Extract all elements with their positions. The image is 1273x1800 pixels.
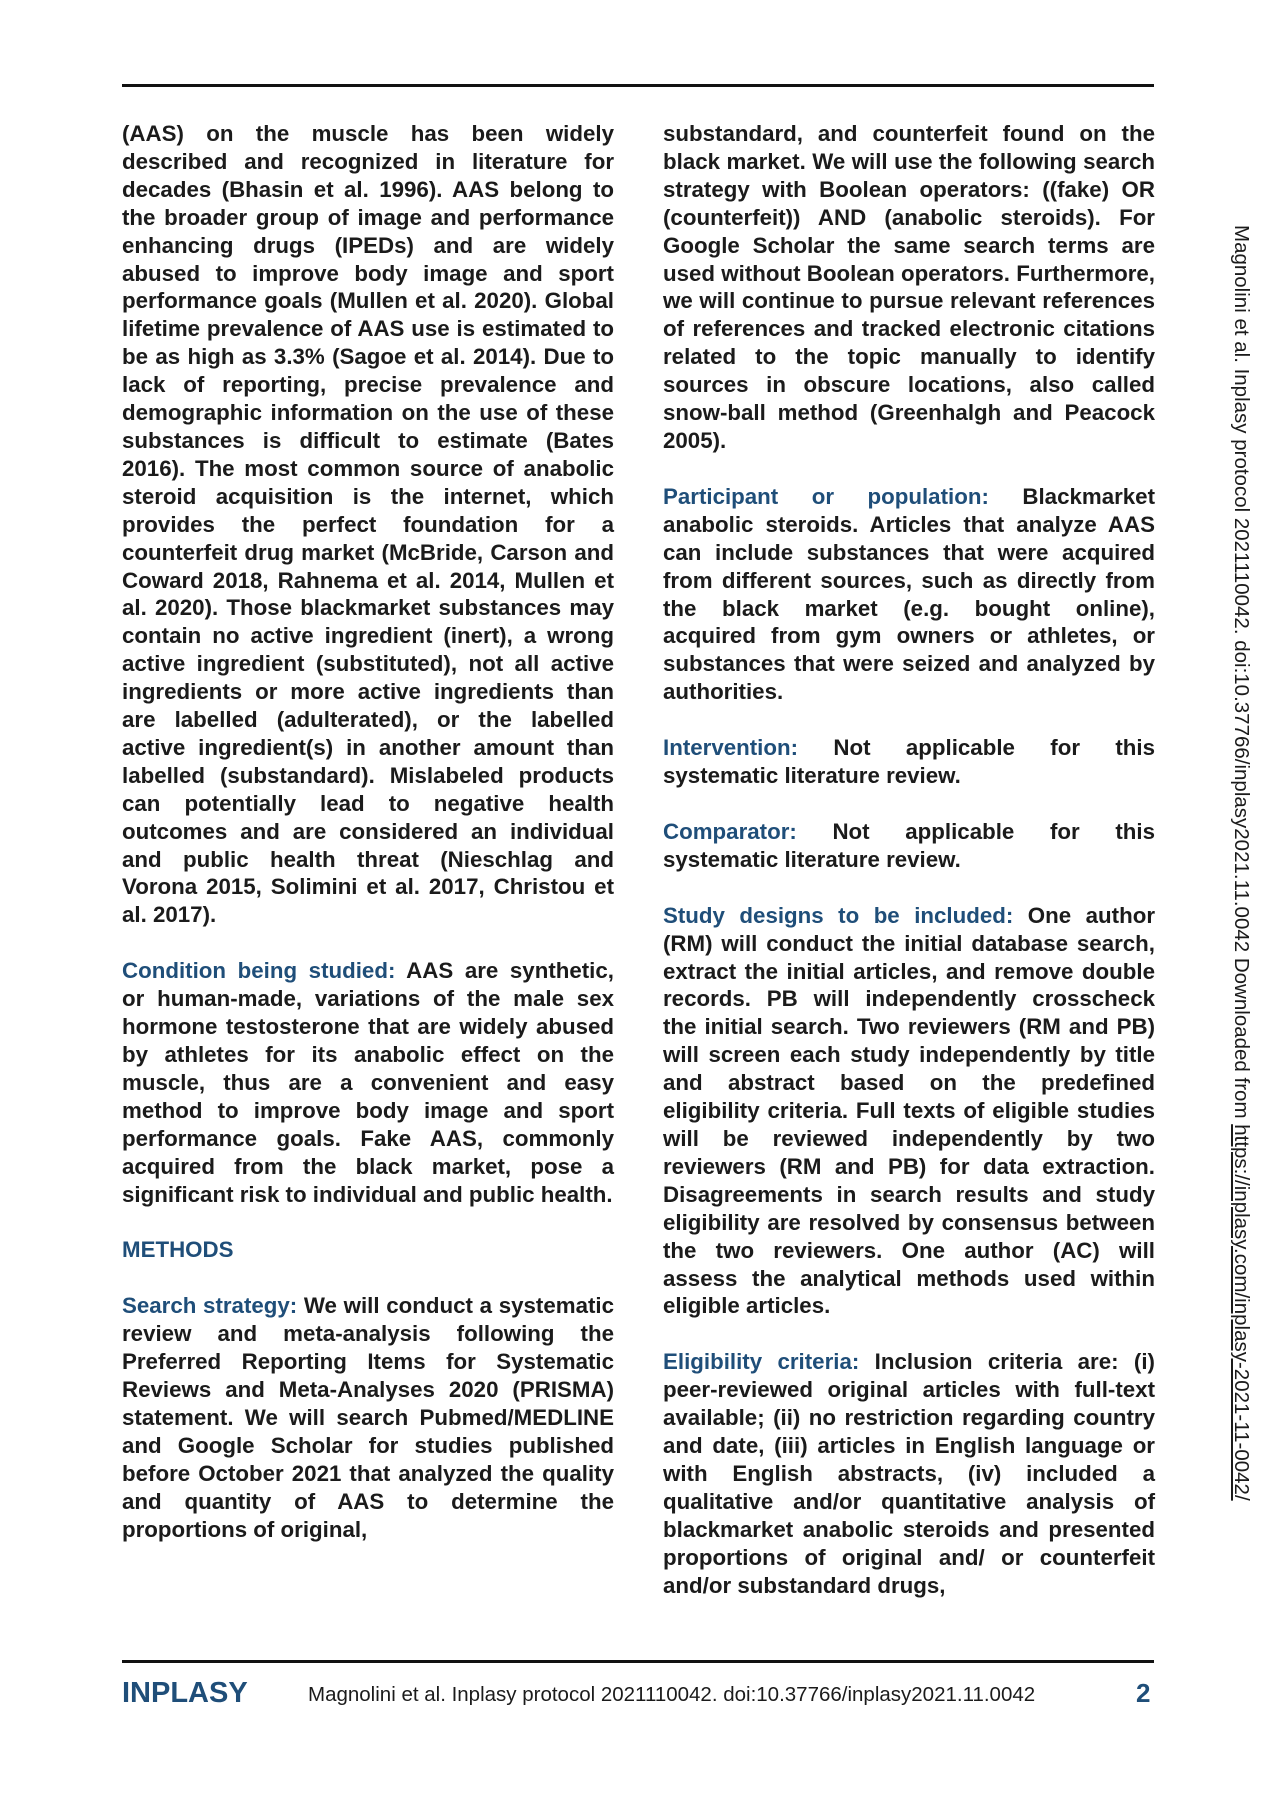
comparator-text: Not applicable for this systematic literature review. bbox=[663, 818, 1155, 872]
condition-label: Condition being studied: bbox=[122, 958, 396, 984]
designs-text: One author (RM) will conduct the initial database search, extract the initial articles, and remove double records. PB will independently crosscheck the initial search. Two reviewers (RM and PB) will screen each study independently by title and abstract based on the predefined eligibility criteria. Full texts of eligible studies will be reviewed independently by two reviewers (RM and PB) for data extraction. Disagreements in search results and study eligibility are resolved by consensus between the two reviewers. One author (AC) will assess the analytical methods used within eligible articles. bbox=[663, 902, 1155, 1319]
search-text: We will conduct a systematic review and meta-analysis following the Preferred Reporting Items for Systematic Reviews and Meta-Analyses 2020 (PRISMA) statement. We will search Pubmed/MEDLINE and Google Scholar for studies published before October 2021 that analyzed the quality and quantity of AAS to determine the proportions of original, bbox=[122, 1293, 614, 1542]
top-rule bbox=[122, 84, 1154, 87]
eligibility-label: Eligibility criteria: bbox=[663, 1349, 860, 1375]
comparator-label: Comparator: bbox=[663, 818, 797, 844]
search-paragraph bbox=[122, 1292, 614, 1543]
designs-paragraph bbox=[663, 902, 1155, 1321]
intervention-paragraph bbox=[663, 734, 1155, 790]
footer-citation: Magnolini et al. Inplasy protocol 2021110042. doi:10.37766/inplasy2021.11.0042 bbox=[308, 1683, 1036, 1706]
side-download-note bbox=[1229, 225, 1253, 1501]
left-column bbox=[122, 120, 614, 1572]
search-continued-paragraph: substandard, and counterfeit found on the black market. We will use the following search strategy with Boolean operators: ((fake) OR (counterfeit)) AND (anabolic steroids). For Google Scholar the same search terms are used without Boolean operators. Furthermore, we will continue to pursue relevant references of references and tracked electronic citations related to the topic manually to identify sources in obscure locations, also called snow-ball method (Greenhalgh and Peacock 2005). bbox=[663, 121, 1155, 453]
search-label: Search strategy: bbox=[122, 1293, 298, 1319]
intro-paragraph: (AAS) on the muscle has been widely described and recognized in literature for decades (Bhasin et al. 1996). AAS belong to the broader group of image and performance enhancing drugs (IPEDs) and are widely abused to improve body image and sport performance goals (Mullen et al. 2020). Global lifetime prevalence of AAS use is estimated to be as high as 3.3% (Sagoe et al. 2014). Due to lack of reporting, precise prevalence and demographic information on the use of these substances is difficult to estimate (Bates 2016). The most common source of anabolic steroid acquisition is the internet, which provides the perfect foundation for a counterfeit drug market (McBride, Carson and Coward 2018, Rahnema et al. 2014, Mullen et al. 2020). Those blackmarket substances may contain no active ingredient (inert), a wrong active ingredient (substituted), not all active ingredients or more active ingredients than are labelled (adulterated), or the labelled active ingredient(s) in another amount than labelled (substandard). Mislabeled products can potentially lead to negative health outcomes and are considered an individual and public health threat (Nieschlag and Vorona 2015, Solimini et al. 2017, Christou et al. 2017). bbox=[122, 121, 614, 928]
participant-paragraph bbox=[663, 483, 1155, 706]
participant-label: Participant or population: bbox=[663, 483, 989, 509]
right-column bbox=[663, 120, 1155, 1628]
intervention-text: Not applicable for this systematic literature review. bbox=[663, 735, 1155, 789]
page-number: 2 bbox=[1136, 1678, 1151, 1708]
comparator-paragraph bbox=[663, 818, 1155, 874]
methods-heading: METHODS bbox=[122, 1237, 234, 1263]
eligibility-paragraph bbox=[663, 1348, 1155, 1599]
inplasy-link[interactable]: https://inplasy.com/inplasy-2021-11-0042/ bbox=[1230, 1124, 1253, 1501]
intervention-label: Intervention: bbox=[663, 735, 799, 761]
condition-text: AAS are synthetic, or human-made, variations of the male sex hormone testosterone that are widely abused by athletes for its anabolic effect on the muscle, thus are a convenient and easy method to improve body image and sport performance goals. Fake AAS, commonly acquired from the black market, pose a significant risk to individual and public health. bbox=[122, 958, 614, 1207]
eligibility-text: Inclusion criteria are: (i) peer-reviewed original articles with full-text available; (ii) no restriction regarding country and date, (iii) articles in English language or with English abstracts, (iv) included a qualitative and/or quantitative analysis of blackmarket anabolic steroids and presented proportions of original and/ or counterfeit and/or substandard drugs, bbox=[663, 1349, 1155, 1598]
bottom-rule bbox=[122, 1660, 1154, 1663]
footer-brand: INPLASY bbox=[122, 1677, 248, 1709]
designs-label: Study designs to be included: bbox=[663, 902, 1014, 928]
condition-paragraph bbox=[122, 957, 614, 1208]
participant-text: Blackmarket anabolic steroids. Articles that analyze AAS can include substances that were acquired from different sources, such as directly from the black market (e.g. bought online), acquired from gym owners or athletes, or substances that were seized and analyzed by authorities. bbox=[663, 483, 1155, 705]
side-note-text: Magnolini et al. Inplasy protocol 2021110042. doi:10.37766/inplasy2021.11.0042 Downloaded from bbox=[1230, 225, 1253, 1125]
